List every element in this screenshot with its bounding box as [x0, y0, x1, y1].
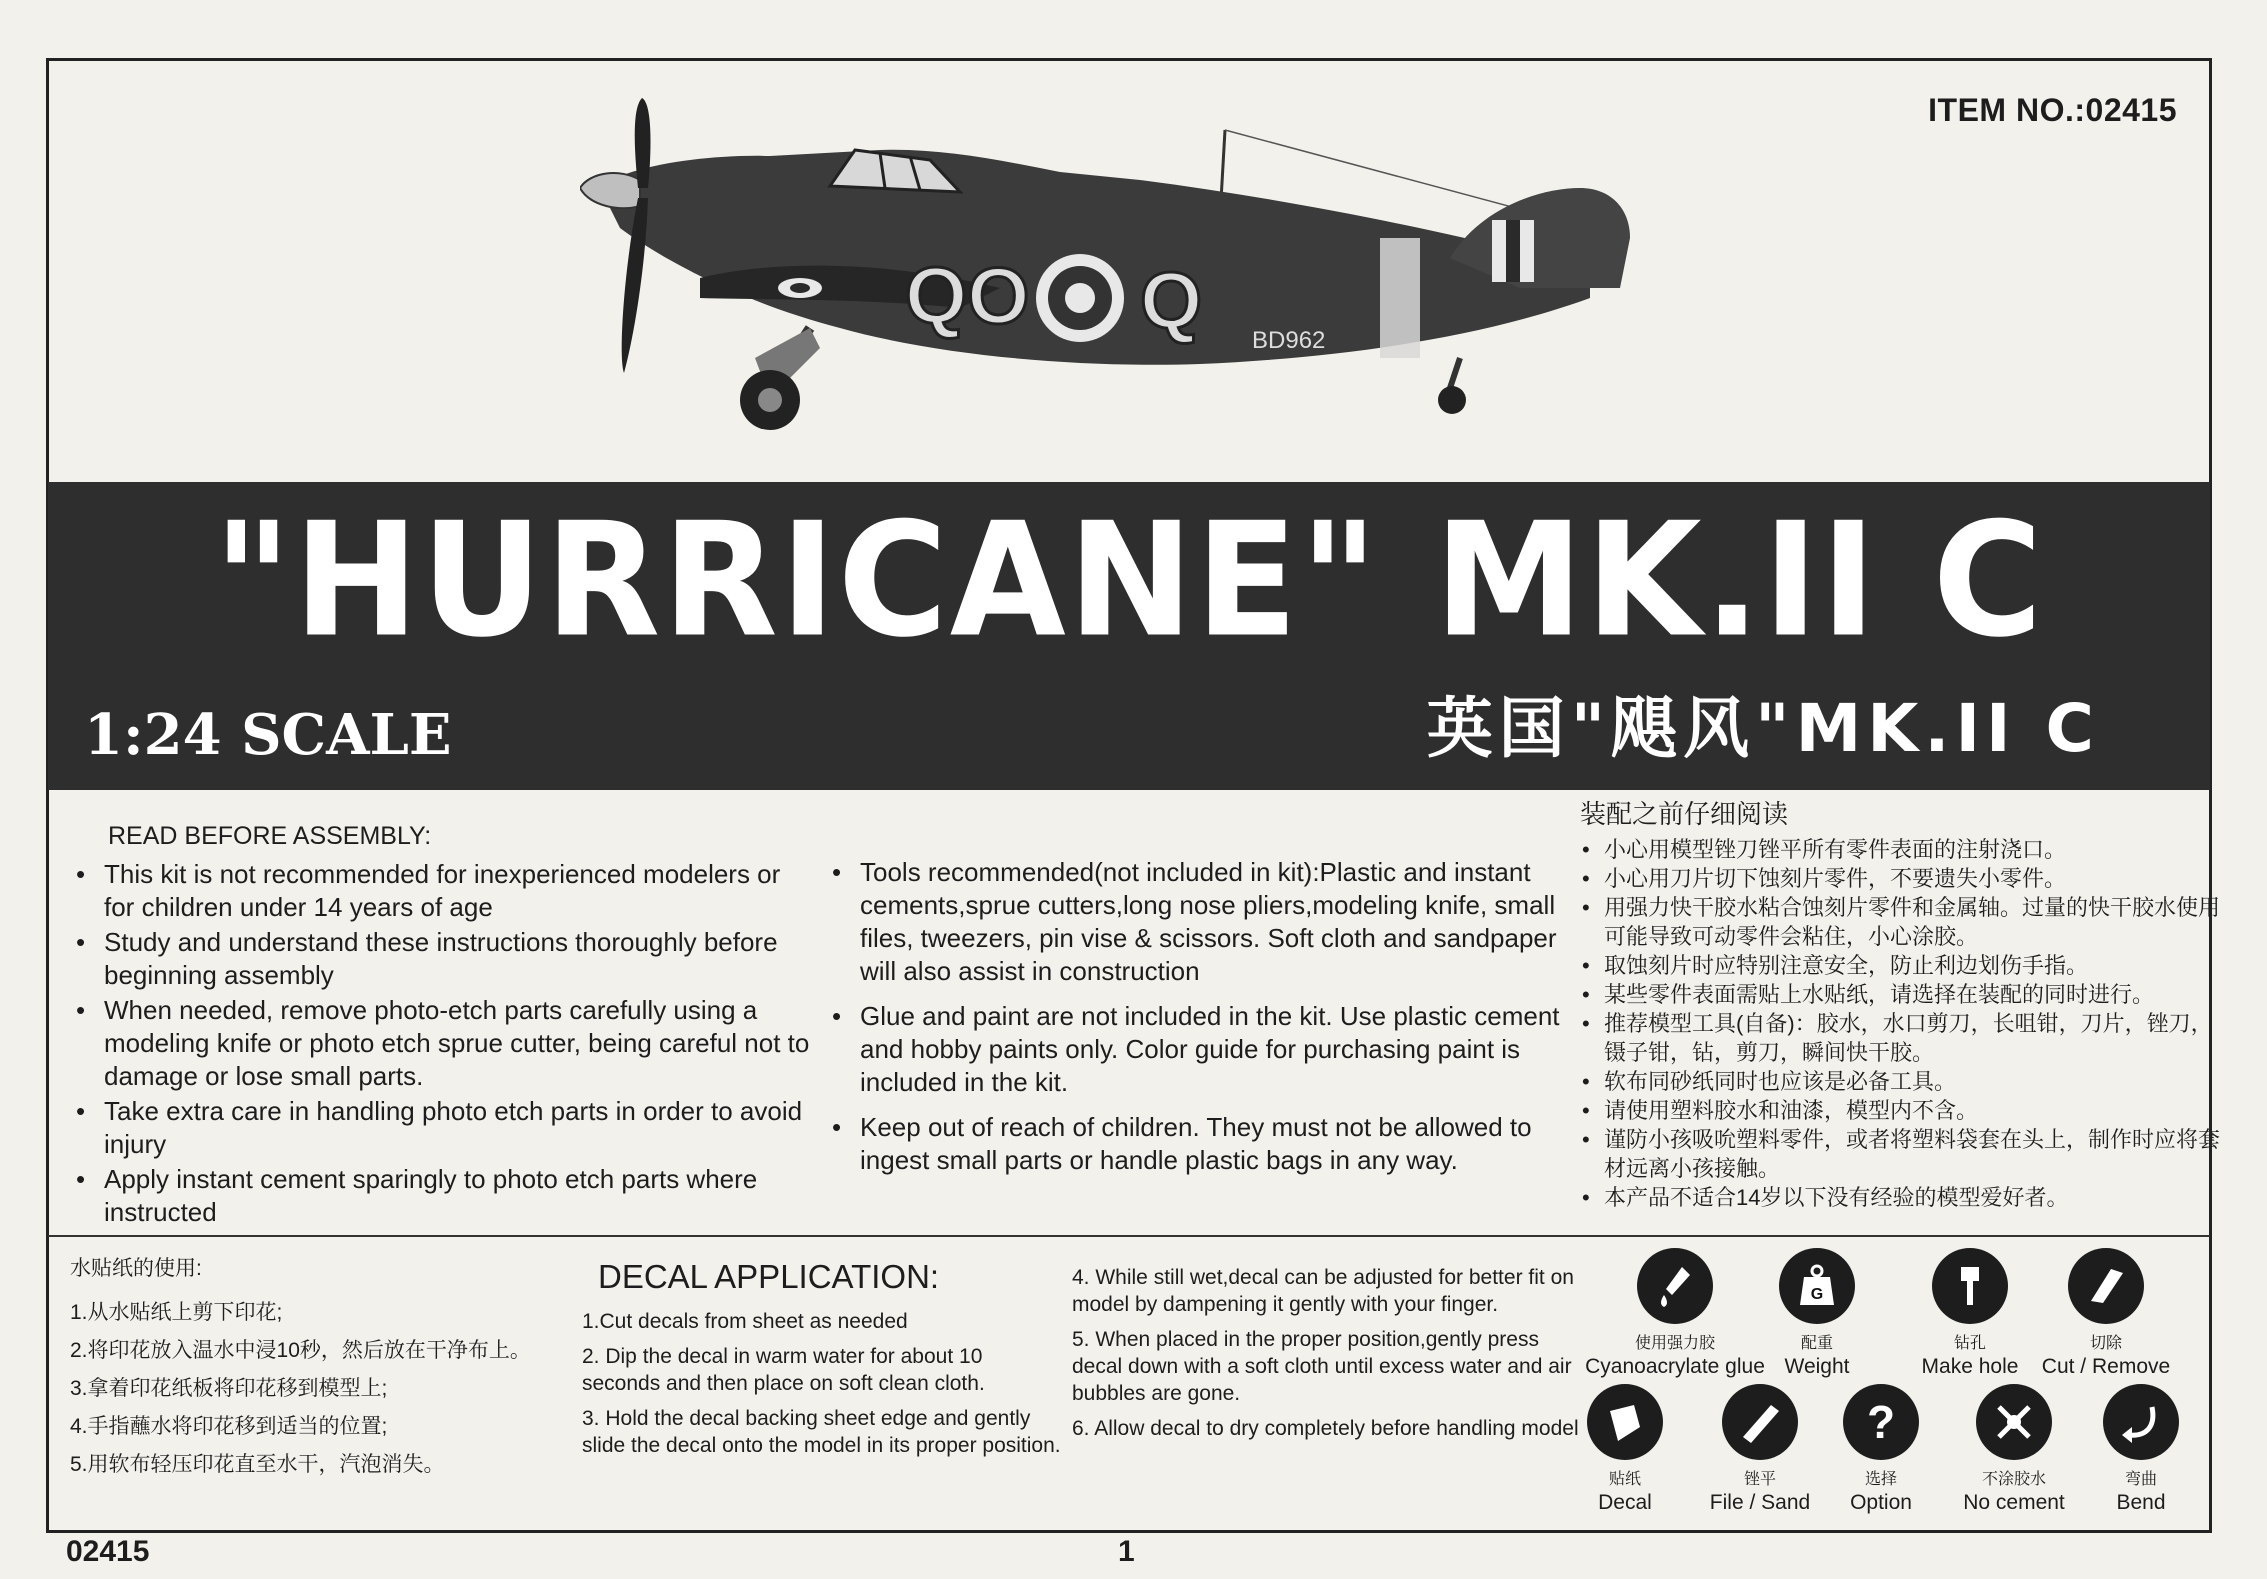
bend-arrow-icon — [2103, 1384, 2179, 1460]
decal-application-heading: DECAL APPLICATION: — [598, 1258, 940, 1295]
file-icon — [1722, 1384, 1798, 1460]
cn-notes-heading: 装配之前仔细阅读 — [1580, 799, 1789, 829]
list-item: • 用强力快干胶水粘合蚀刻片零件和金属轴。过量的快干胶水使用可能导致可动零件会粘住，小心涂胶。 — [1580, 893, 2220, 951]
list-item: • Glue and paint are not included in the kit. Use plastic cement and hobby paints only. Color guide for purchasing paint is included in the kit. — [832, 1000, 1592, 1099]
symbol-en-label: File / Sand — [1709, 1491, 1811, 1514]
hurricane-illustration — [580, 88, 1710, 478]
kit-title-cn: 英国"飓风"MK.II C — [1426, 690, 2100, 767]
squadron-code-left: QO — [905, 251, 1030, 340]
list-item: • Tools recommended(not included in kit):Plastic and instant cements,sprue cutters,long nose pliers,modeling knife, small files, tweezers, pin vise & scissors. Soft cloth and sandpaper will also assist in construction — [832, 856, 1592, 988]
decal-step: 3. Hold the decal backing sheet edge and gently slide the decal onto the model in its proper position. — [582, 1407, 1061, 1457]
symbol-en-label: Option — [1850, 1491, 1912, 1514]
decal-icon — [1587, 1384, 1663, 1460]
symbol-en-label: Bend — [2116, 1491, 2166, 1514]
symbol-cn-label: 不涂胶水 — [1981, 1471, 2046, 1488]
symbol-en-label: Cyanoacrylate glue — [1585, 1355, 1765, 1378]
list-item: 1.从水贴纸上剪下印花; — [70, 1301, 283, 1324]
cn-notes — [1580, 800, 2220, 1212]
cn-notes-list — [1580, 835, 2220, 1212]
symbol-cn-label: 配重 — [1800, 1335, 1833, 1352]
symbol-weight — [1772, 1248, 1862, 1379]
decal-step: 2. Dip the decal in warm water for about 10 seconds and then place on soft clean cloth. — [582, 1345, 985, 1395]
weight-icon — [1779, 1248, 1855, 1324]
list-item: • 某些零件表面需贴上水贴纸，请选择在装配的同时进行。 — [1580, 980, 2220, 1009]
decal-step: 6. Allow decal to dry completely before handling model — [1072, 1417, 1579, 1440]
read-before-list-right — [832, 856, 1592, 1189]
symbol-cn-label: 锉平 — [1743, 1471, 1776, 1488]
list-item: • 本产品不适合14岁以下没有经验的模型爱好者。 — [1580, 1183, 2220, 1212]
list-item: 4.手指蘸水将印花移到适当的位置; — [70, 1415, 388, 1438]
list-item: 5.用软布轻压印花直至水干，汽泡消失。 — [70, 1453, 445, 1476]
list-item: • 软布同砂纸同时也应该是必备工具。 — [1580, 1067, 2220, 1096]
glue-drop-icon — [1637, 1248, 1713, 1324]
list-item: • This kit is not recommended for inexperienced modelers or for children under 14 years of age — [76, 858, 816, 924]
aircraft-serial: BD962 — [1252, 327, 1326, 354]
water-decal-cn — [70, 1250, 531, 1484]
list-item: • When needed, remove photo-etch parts carefully using a modeling knife or photo etch sprue cutter, being careful not to damage or lose small parts. — [76, 994, 816, 1093]
symbol-cn-label: 贴纸 — [1608, 1471, 1641, 1488]
symbol-en-label: Weight — [1784, 1355, 1850, 1378]
symbol-cn-label: 选择 — [1864, 1471, 1897, 1488]
symbol-option — [1836, 1384, 1926, 1515]
question-glyph: ? — [1866, 1396, 1896, 1448]
list-item: 2.将印花放入温水中浸10秒，然后放在干净布上。 — [70, 1339, 531, 1362]
list-item: • 取蚀刻片时应特别注意安全，防止利边划伤手指。 — [1580, 951, 2220, 980]
question-icon — [1843, 1384, 1919, 1460]
list-item: • 小心用刀片切下蚀刻片零件，不要遗失小零件。 — [1580, 864, 2220, 893]
scale-label: 1:24 SCALE — [84, 702, 452, 768]
symbol-drill — [1910, 1248, 2030, 1379]
title-band — [48, 482, 2210, 790]
decal-steps-right — [1072, 1264, 1582, 1450]
symbol-cn-label: 钻孔 — [1953, 1335, 1986, 1352]
squadron-code-right: Q — [1140, 256, 1203, 345]
decal-step: 4. While still wet,decal can be adjusted for better fit on model by dampening it gently with your finger. — [1072, 1266, 1574, 1316]
weight-glyph: G — [1810, 1286, 1824, 1303]
symbol-en-label: No cement — [1963, 1491, 2065, 1514]
list-item: 3.拿着印花纸板将印花移到模型上; — [70, 1377, 388, 1400]
symbol-cn-label: 切除 — [2089, 1335, 2122, 1352]
symbol-cut — [2036, 1248, 2176, 1379]
list-item: • 推荐模型工具(自备)：胶水，水口剪刀，长咀钳，刀片，锉刀，镊子钳，钻，剪刀，瞬间快干胶。 — [1580, 1009, 2220, 1067]
read-before-list-left — [76, 858, 816, 1231]
page-number: 1 — [1118, 1535, 1135, 1568]
drill-icon — [1932, 1248, 2008, 1324]
kit-title: "HURRICANE" MK.II C — [213, 489, 2045, 673]
kit-number: 02415 — [66, 1535, 150, 1568]
symbol-no-cement — [1954, 1384, 2074, 1515]
list-item: • Take extra care in handling photo etch parts in order to avoid injury — [76, 1095, 816, 1161]
list-item: • Keep out of reach of children. They must not be allowed to ingest small parts or handle plastic bags in any way. — [832, 1111, 1592, 1177]
symbol-bend — [2096, 1384, 2186, 1515]
knife-icon — [2068, 1248, 2144, 1324]
decal-step: 5. When placed in the proper position,gently press decal down with a soft cloth until excess water and air bubbles are gone. — [1072, 1328, 1572, 1405]
symbol-en-label: Decal — [1598, 1491, 1652, 1514]
symbol-cn-label: 弯曲 — [2124, 1471, 2157, 1488]
symbol-decal — [1580, 1384, 1670, 1515]
list-item: • 请使用塑料胶水和油漆，模型内不含。 — [1580, 1096, 2220, 1125]
item-number: ITEM NO.:02415 — [1928, 92, 2177, 128]
decal-step: 1.Cut decals from sheet as needed — [582, 1310, 908, 1333]
list-item: • Study and understand these instructions thoroughly before beginning assembly — [76, 926, 816, 992]
no-cement-icon — [1976, 1384, 2052, 1460]
list-item: • Apply instant cement sparingly to photo etch parts where instructed — [76, 1163, 816, 1229]
symbol-cn-label: 使用强力胶 — [1634, 1335, 1715, 1352]
read-before-heading: READ BEFORE ASSEMBLY: — [108, 822, 432, 850]
symbol-en-label: Make hole — [1921, 1355, 2019, 1378]
list-item: • 小心用模型锉刀锉平所有零件表面的注射浇口。 — [1580, 835, 2220, 864]
symbol-glue — [1580, 1248, 1770, 1379]
decal-steps-left — [582, 1308, 1062, 1467]
symbol-en-label: Cut / Remove — [2041, 1355, 2171, 1378]
water-decal-heading: 水贴纸的使用: — [70, 1257, 202, 1280]
section-divider — [48, 1235, 2210, 1237]
list-item: • 谨防小孩吸吮塑料零件，或者将塑料袋套在头上，制作时应将套材远离小孩接触。 — [1580, 1125, 2220, 1183]
symbol-file — [1700, 1384, 1820, 1515]
